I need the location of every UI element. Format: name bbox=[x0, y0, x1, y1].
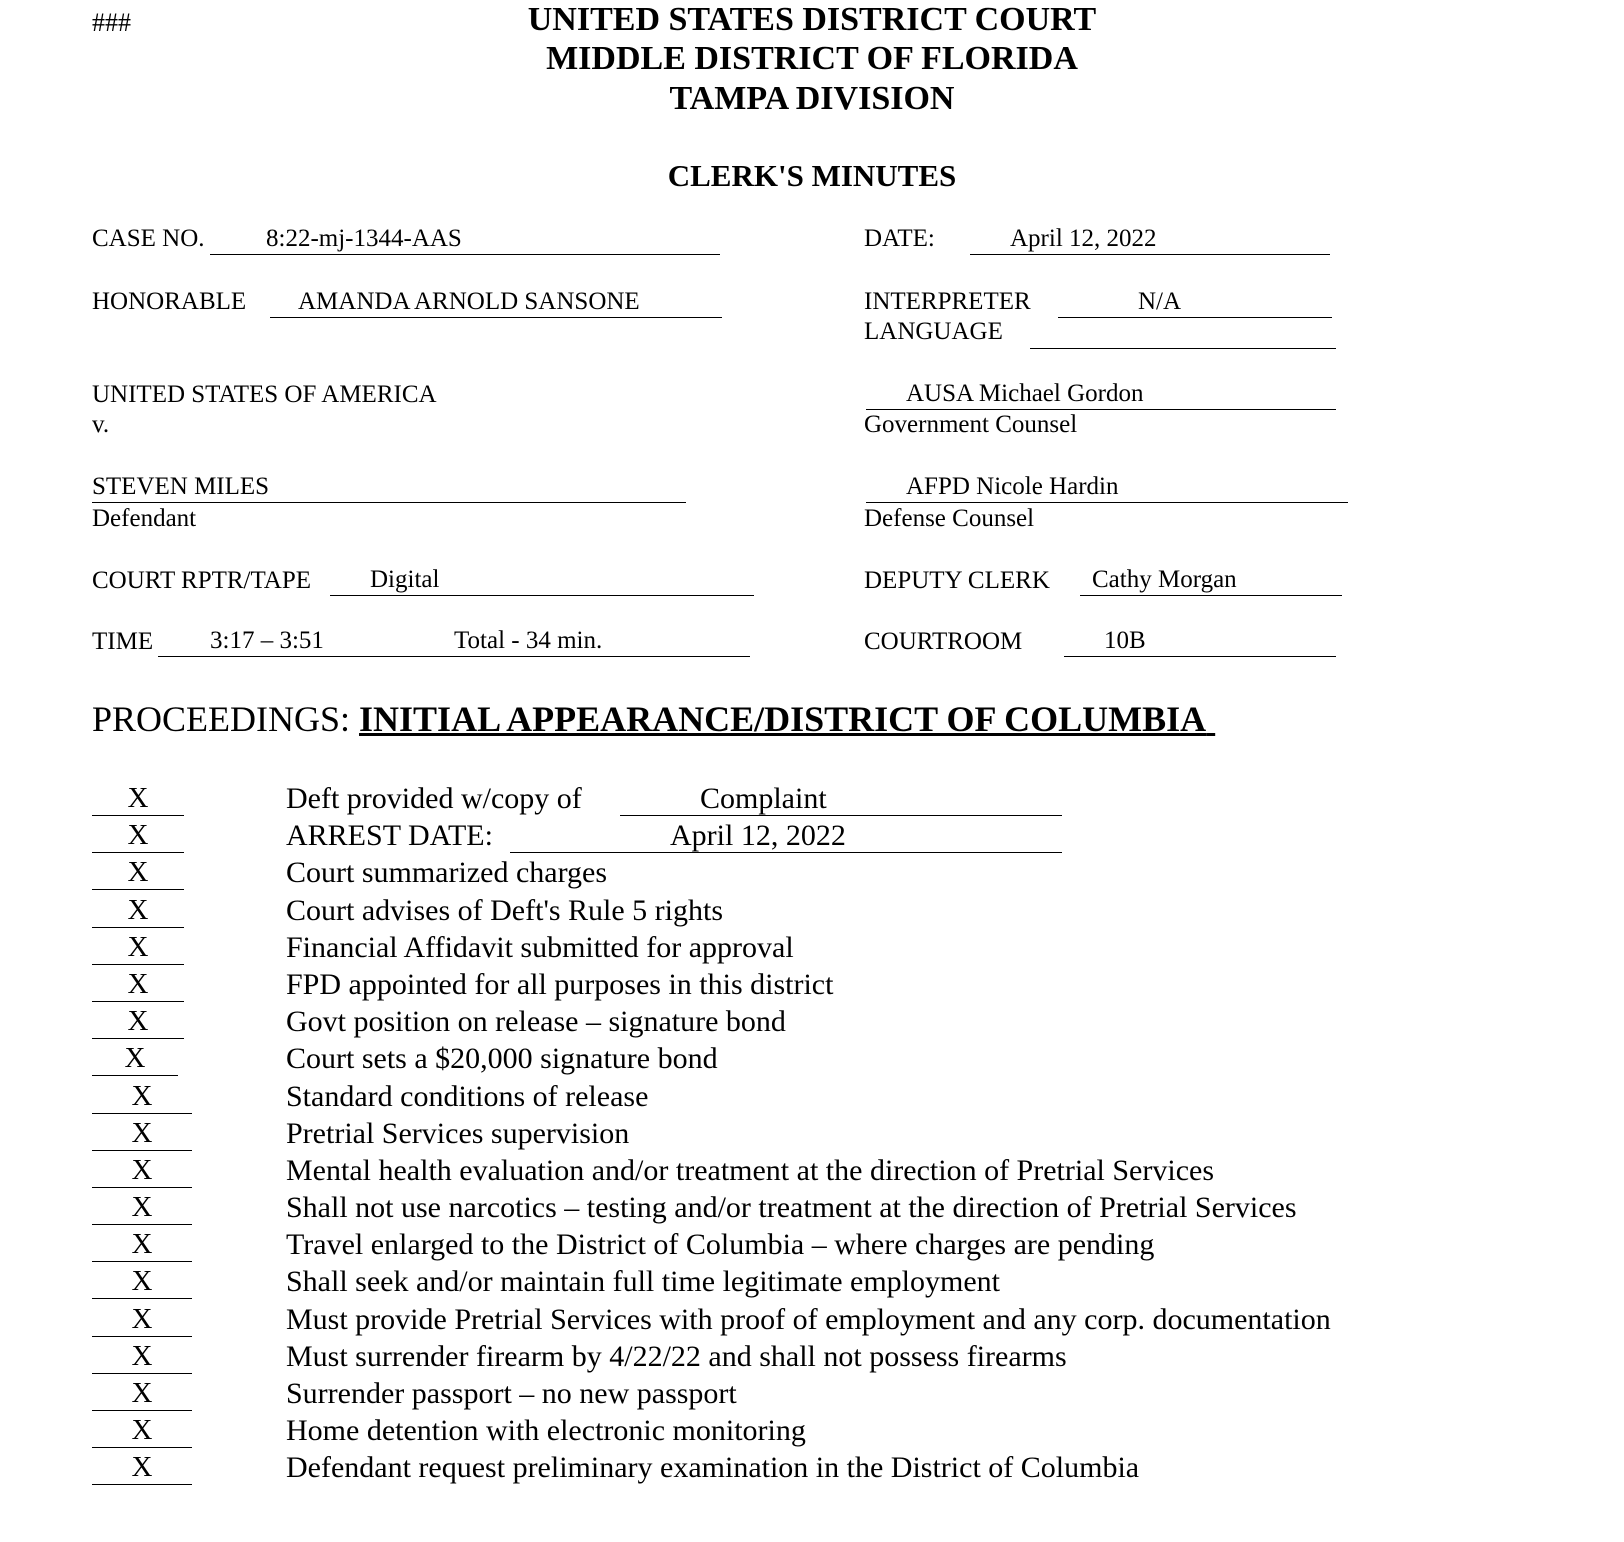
checklist-item bbox=[92, 1451, 1592, 1488]
time-label: TIME bbox=[92, 628, 154, 655]
check-mark: X bbox=[92, 1005, 184, 1039]
item-text: Shall not use narcotics – testing and/or treatment at the direction of Pretrial Services bbox=[286, 1191, 1297, 1225]
check-mark: X bbox=[92, 1303, 192, 1337]
item-text: Must provide Pretrial Services with proof of employment and any corp. documentation bbox=[286, 1302, 1331, 1336]
deputy-clerk-field bbox=[1080, 567, 1342, 596]
date-label: DATE: bbox=[864, 225, 935, 252]
check-mark: X bbox=[92, 1080, 192, 1114]
checklist-item bbox=[92, 819, 1592, 856]
honorable-label: HONORABLE bbox=[92, 288, 247, 315]
item-text: Mental health evaluation and/or treatment at the direction of Pretrial Services bbox=[286, 1153, 1214, 1187]
document-title: CLERK'S MINUTES bbox=[667, 158, 957, 193]
language-label: LANGUAGE bbox=[864, 318, 1003, 345]
checklist-item bbox=[92, 1303, 1592, 1340]
case-no-label: CASE NO. bbox=[92, 225, 205, 252]
checklist-item bbox=[92, 894, 1592, 931]
deputy-clerk-label: DEPUTY CLERK bbox=[864, 567, 1050, 594]
time-value: 3:17 – 3:51 bbox=[210, 627, 324, 654]
item-label: Deft provided w/copy of bbox=[286, 782, 582, 815]
defense-counsel-field bbox=[866, 474, 1348, 503]
checklist-item bbox=[92, 856, 1592, 893]
check-mark: X bbox=[92, 782, 184, 816]
arrest-date-field bbox=[510, 819, 1062, 853]
defense-counsel-value: AFPD Nicole Hardin bbox=[906, 473, 1119, 500]
interpreter-value: N/A bbox=[1138, 288, 1182, 315]
check-mark: X bbox=[92, 1117, 192, 1151]
interpreter-field bbox=[1058, 289, 1332, 318]
check-mark: X bbox=[92, 819, 184, 853]
check-mark: X bbox=[92, 1154, 192, 1188]
check-mark: X bbox=[92, 968, 184, 1002]
checklist-item bbox=[92, 1191, 1592, 1228]
check-mark: X bbox=[92, 1451, 192, 1485]
language-field bbox=[1030, 320, 1336, 349]
division-name: TAMPA DIVISION bbox=[669, 80, 955, 117]
check-mark: X bbox=[92, 931, 184, 965]
checklist-item bbox=[92, 1005, 1592, 1042]
checklist-item bbox=[92, 968, 1592, 1005]
defendant-field bbox=[92, 474, 686, 503]
check-mark: X bbox=[92, 856, 184, 890]
copy-field bbox=[620, 782, 1062, 816]
item-text: Court sets a $20,000 signature bond bbox=[286, 1042, 718, 1076]
date-field bbox=[970, 226, 1330, 255]
reporter-value: Digital bbox=[370, 566, 440, 593]
reporter-field bbox=[330, 567, 754, 596]
court-name: UNITED STATES DISTRICT COURT bbox=[527, 1, 1097, 38]
check-mark: X bbox=[92, 1414, 192, 1448]
item-text: Standard conditions of release bbox=[286, 1079, 649, 1113]
district-name: MIDDLE DISTRICT OF FLORIDA bbox=[546, 40, 1078, 77]
case-no-field bbox=[210, 226, 720, 255]
item-text: Shall seek and/or maintain full time legitimate employment bbox=[286, 1265, 1000, 1299]
reporter-label: COURT RPTR/TAPE bbox=[92, 567, 311, 594]
checklist-item bbox=[92, 1228, 1592, 1265]
check-mark: X bbox=[92, 1228, 192, 1262]
gov-counsel-value: AUSA Michael Gordon bbox=[906, 380, 1144, 407]
versus-text: v. bbox=[92, 411, 110, 438]
item-text: Home detention with electronic monitoring bbox=[286, 1414, 806, 1448]
checklist-item bbox=[92, 1042, 1592, 1079]
defendant-value: STEVEN MILES bbox=[92, 473, 270, 500]
page-mark: ### bbox=[92, 8, 131, 37]
checklist-item bbox=[92, 1154, 1592, 1191]
date-value: April 12, 2022 bbox=[1010, 225, 1157, 252]
proceedings-title: INITIAL APPEARANCE/DISTRICT OF COLUMBIA bbox=[359, 699, 1207, 739]
honorable-value: AMANDA ARNOLD SANSONE bbox=[298, 288, 640, 315]
proceedings-checklist bbox=[92, 782, 1592, 1489]
check-mark: X bbox=[92, 1340, 192, 1374]
checklist-item bbox=[92, 1340, 1592, 1377]
item-text: Court summarized charges bbox=[286, 856, 608, 890]
plaintiff-name: UNITED STATES OF AMERICA bbox=[92, 381, 437, 408]
item-text: FPD appointed for all purposes in this district bbox=[286, 967, 834, 1001]
item-text: Financial Affidavit submitted for approval bbox=[286, 930, 794, 964]
check-mark: X bbox=[92, 1265, 192, 1299]
arrest-date-value: April 12, 2022 bbox=[670, 819, 846, 853]
checklist-item bbox=[92, 1414, 1592, 1451]
check-mark: X bbox=[92, 1377, 192, 1411]
item-text: Govt position on release – signature bond bbox=[286, 1005, 786, 1039]
check-mark: X bbox=[92, 894, 184, 928]
checklist-item bbox=[92, 1117, 1592, 1154]
checklist-item bbox=[92, 1377, 1592, 1414]
item-text: Surrender passport – no new passport bbox=[286, 1377, 737, 1410]
gov-counsel-field bbox=[866, 381, 1336, 410]
proceedings-label: PROCEEDINGS: bbox=[92, 699, 351, 739]
check-mark: X bbox=[92, 1042, 178, 1076]
deputy-clerk-value: Cathy Morgan bbox=[1092, 566, 1237, 593]
total-time: Total - 34 min. bbox=[454, 627, 603, 654]
defense-counsel-label: Defense Counsel bbox=[864, 505, 1035, 532]
item-text: Pretrial Services supervision bbox=[286, 1116, 630, 1150]
copy-value: Complaint bbox=[700, 782, 827, 815]
item-text: Defendant request preliminary examination in the District of Columbia bbox=[286, 1451, 1140, 1485]
case-no-value: 8:22-mj-1344-AAS bbox=[266, 225, 462, 252]
interpreter-label: INTERPRETER bbox=[864, 288, 1031, 315]
item-text: Travel enlarged to the District of Columbia – where charges are pending bbox=[286, 1228, 1155, 1262]
check-mark: X bbox=[92, 1191, 192, 1225]
proceedings-heading bbox=[92, 698, 1215, 740]
honorable-field bbox=[270, 289, 722, 318]
checklist-item bbox=[92, 1080, 1592, 1117]
checklist-item bbox=[92, 782, 1592, 819]
checklist-item bbox=[92, 931, 1592, 968]
item-text: Court advises of Deft's Rule 5 rights bbox=[286, 893, 724, 927]
courtroom-value: 10B bbox=[1104, 627, 1146, 654]
item-label: ARREST DATE: bbox=[286, 819, 493, 853]
defendant-label: Defendant bbox=[92, 505, 197, 532]
item-text: Must surrender firearm by 4/22/22 and shall not possess firearms bbox=[286, 1339, 1067, 1373]
gov-counsel-label: Government Counsel bbox=[864, 411, 1078, 438]
checklist-item bbox=[92, 1265, 1592, 1302]
courtroom-field bbox=[1064, 628, 1336, 657]
time-field bbox=[158, 628, 750, 657]
courtroom-label: COURTROOM bbox=[864, 628, 1023, 655]
